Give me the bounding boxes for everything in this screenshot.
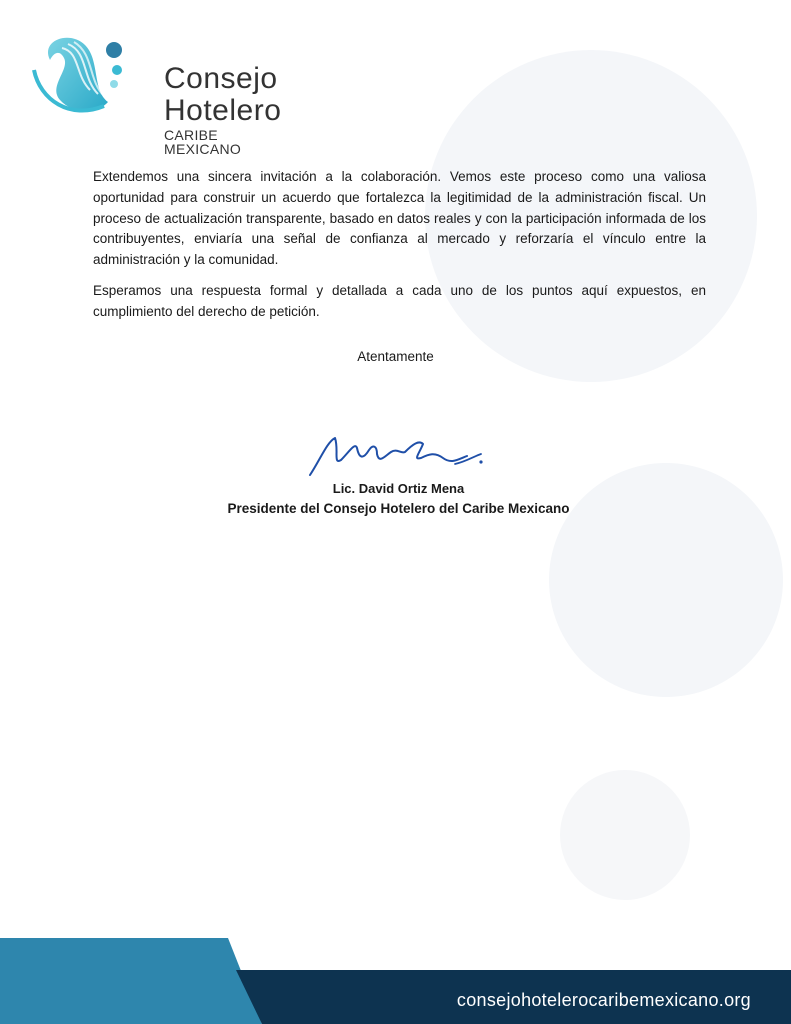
signer-title: Presidente del Consejo Hotelero del Caribe Mexicano [227,501,570,516]
footer-band [0,938,791,1024]
body-paragraph-1: Extendemos una sincera invitación a la colaboración. Vemos este proceso como una valiosa oportunidad para construir un acuerdo que fortalezca la legitimidad de la administración fiscal. Un proceso de actualización transparente, basado en datos reales y con la participación informada de los contribuyentes, enviaría una señal de confianza al mercado y reforzaría el vínculo entre la administración y la comunidad. [93,169,706,268]
signer-name: Lic. David Ortiz Mena [332,481,465,496]
body-paragraph-2: Esperamos una respuesta formal y detallada a cada uno de los puntos aquí expuestos, en cumplimiento del derecho de petición. [93,282,706,319]
footer-website-url[interactable]: consejohotelerocaribemexicano.org [456,990,751,1010]
logo-line-consejo: Consejo [164,62,278,95]
background-circle-small [560,770,690,900]
background-circle-medium [549,463,783,697]
logo-line-caribe: CARIBE MEXICANO [164,127,242,157]
logo-line-hotelero: Hotelero [164,94,282,127]
closing-salutation: Atentamente [357,349,434,364]
letter-body [93,167,706,333]
wave-logo-icon [30,30,140,120]
organization-logo [30,30,290,157]
logo-wordmark [164,64,290,156]
